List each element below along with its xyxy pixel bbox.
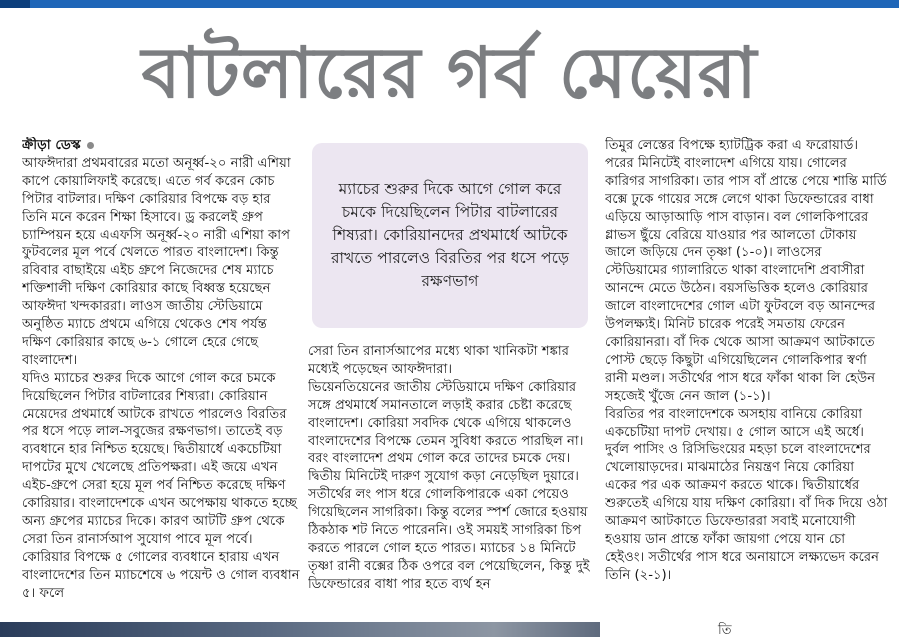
top-color-bar bbox=[0, 0, 899, 8]
byline bbox=[22, 137, 300, 155]
article-column-1 bbox=[22, 137, 300, 615]
paragraph: বিরতির পর বাংলাদেশকে অসহায় বানিয়ে কোরিয়া একচেটিয়া দাপট দেখায়। ৫ গোল আসে এই অর্ধে। দুর্বল পাসিং ও রিসিভিংয়ের মহড়া চলে বাংলাদেশের খেলোয়াড়দের। মাঝমাঠের নিয়ন্ত্রণ নিয়ে কোরিয়া একের পর এক আক্রমণ করতে থাকে। দ্বিতীয়ার্ধের শুরুতেই এগিয়ে যায় দক্ষিণ কোরিয়া। বাঁ দিক দিয়ে ওঠা আক্রমণ আটকাতে ডিফেন্ডাররা সবাই মনোযোগী হওয়ায় ডান প্রান্তে ফাঁকা জায়গা পেয়ে যান চো হেইওং। সতীর্থের পাস ধরে অনায়াসে লক্ষ্যভেদ করেন তিনি (২-১)। bbox=[605, 406, 888, 583]
bullet-dot-icon bbox=[87, 142, 94, 149]
paragraph: যদিও ম্যাচের শুরুর দিকে আগে গোল করে চমকে দিয়েছিলেন পিটার বাটলারের শিষ্যরা। কোরিয়ান মেয়েদের প্রথমার্ধে আটকে রাখতে পারলেও বিরতির পর ধসে পড়ে লাল-সবুজের রক্ষণভাগ। তাতেই বড় ব্যবধানে হার নিশ্চিত হয়েছে। দ্বিতীয়ার্ধে একচেটিয়া দাপটের মুখে খেলেছে প্রতিপক্ষরা। এই জয়ে এখন এইচ-গ্রুপে সেরা হয়ে মূল পর্ব নিশ্চিত করেছে দক্ষিণ কোরিয়ার। বাংলাদেশকে এখন অপেক্ষায় থাকতে হচ্ছে অন্য গ্রুপের ম্যাচের দিকে। কারণ আটটি গ্রুপ থেকে সেরা তিন রানার্সআপ সুযোগ পাবে মূল পর্বে। কোরিয়ার বিপক্ষে ৫ গোলের ব্যবধানে হারায় এখন বাংলাদেশের তিন ম্যাচশেষে ৬ পয়েন্ট ও গোল ব্যবধান ৫। ফলে bbox=[22, 370, 300, 601]
pull-quote-box bbox=[312, 143, 588, 328]
top-bar-notch bbox=[0, 0, 30, 8]
article-headline: বাটলারের গর্ব মেয়েরা bbox=[141, 32, 758, 114]
next-article-fragment: তি bbox=[718, 623, 732, 637]
paragraph: সেরা তিন রানার্সআপের মধ্যে থাকা খানিকটা শঙ্কার মধ্যেই পড়েছেন আফঈদারা। bbox=[308, 344, 569, 377]
paragraph: ভিয়েনতিয়েনের জাতীয় স্টেডিয়ামে দক্ষিণ কোরিয়ার সঙ্গে প্রথমার্ধে সমানতালে লড়াই করার চেষ্টা করেছে বাংলাদেশ। কোরিয়া সবদিক থেকে এগিয়ে থাকলেও বাংলাদেশের বিপক্ষে তেমন সুবিধা করতে পারছিল না। বরং বাংলাদেশ প্রথম গোল করে তাদের চমকে দেয়। দ্বিতীয় মিনিটেই দারুণ সুযোগ কড়া নেড়েছিল দুয়ারে। সতীর্থের লং পাস ধরে গোলকিপারকে একা পেয়েও গিয়েছিলেন সাগরিকা। কিন্তু বলের স্পর্শ জোরে হওয়ায় ঠিকঠাক শট নিতে পারেননি। ওই সময়ই সাগরিকা চিপ করতে পারলে গোল হতে পারত। ম্যাচের ১৪ মিনিটে তৃষ্ণা রানী বক্সের ঠিক ওপরে বল পেয়েছিলেন, কিন্তু দুই ডিফেন্ডারের বাধা পার হতে ব্যর্থ হন bbox=[308, 379, 590, 592]
byline-text: ক্রীড়া ডেস্ক bbox=[22, 137, 81, 153]
article-column-2 bbox=[308, 343, 592, 615]
bottom-blank-area bbox=[600, 622, 899, 637]
paragraph: আফঈদারা প্রথমবারের মতো অনূর্ধ্ব-২০ নারী এশিয়া কাপে কোয়ালিফাই করেছে। এতে গর্ব করেন কোচ পিটার বাটলার। দক্ষিণ কোরিয়ার বিপক্ষে বড় হার তিনি মনে করেন শিক্ষা হিসাবে। ড্র করলেই গ্রুপ চ্যাম্পিয়ন হয়ে এএফসি অনূর্ধ্ব-২০ নারী এশিয়া কাপ ফুটবলের মূল পর্বে খেলতে পারত বাংলাদেশ। কিন্তু রবিবার বাছাইয়ে এইচ গ্রুপে নিজেদের শেষ ম্যাচে শক্তিশালী দক্ষিণ কোরিয়ার কাছে বিধ্বস্ত হয়েছেন আফঈদা খন্দকাররা। লাওস জাতীয় স্টেডিয়ামে অনুষ্ঠিত ম্যাচে প্রথমে এগিয়ে থেকেও শেষ পর্যন্ত দক্ষিণ কোরিয়ার কাছে ৬-১ গোলে হেরে গেছে বাংলাদেশ। bbox=[22, 155, 291, 368]
paragraph: তিমুর লেস্তের বিপক্ষে হ্যাটট্রিক করা এ ফরোয়ার্ড। পরের মিনিটেই বাংলাদেশ এগিয়ে যায়। গোলের কারিগর সাগরিকা। তার পাস বাঁ প্রান্তে পেয়ে শান্তি মার্ডি বক্সে ঢুকে গায়ের সঙ্গে লেগে থাকা ডিফেন্ডারের বাধা এড়িয়ে আড়াআড়ি পাস বাড়ান। বল গোলকিপারের গ্লাভস ছুঁয়ে বেরিয়ে যাওয়ার পর আলতো টোকায় জালে জড়িয়ে দেন তৃষ্ণা (১-০)। লাওসের স্টেডিয়ামের গ্যালারিতে থাকা বাংলাদেশি প্রবাসীরা আনন্দে মেতে উঠেন। বয়সভিত্তিক হলেও কোরিয়ার জালে বাংলাদেশের গোল এটা ফুটবলে বড় আনন্দের উপলক্ষ্যই। মিনিট চারেক পরেই সমতায় ফেরেন কোরিয়ানরা। বাঁ দিক থেকে আসা আক্রমণ আটকাতে পোস্ট ছেড়ে কিছুটা এগিয়েছিলেন গোলকিপার স্বর্ণা রানী মণ্ডল। সতীর্থের পাস ধরে ফাঁকা থাকা লি হেউন সহজেই খুঁজে নেন জাল (১-১)। bbox=[605, 138, 887, 404]
article-column-3 bbox=[605, 137, 888, 615]
pull-quote-text: ম্যাচের শুরুর দিকে আগে গোল করে চমকে দিয়েছিলেন পিটার বাটলারের শিষ্যরা। কোরিয়ানদের প্রথমার্ধে আটকে রাখতে পারলেও বিরতির পর ধসে পড়ে রক্ষণভাগ bbox=[330, 180, 570, 290]
